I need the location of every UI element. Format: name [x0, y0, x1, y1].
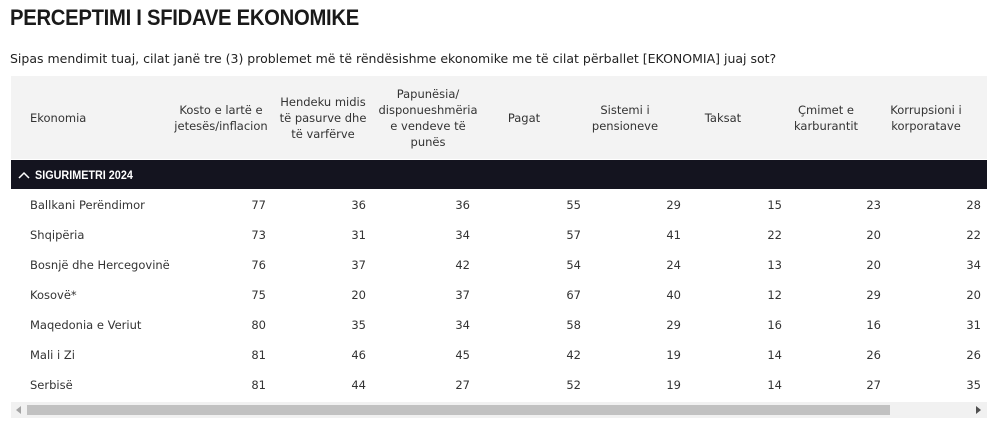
table-cell: 22 — [966, 228, 981, 242]
triangle-left-icon[interactable] — [11, 402, 27, 418]
table-cell: 14 — [767, 378, 782, 392]
column-header-pensioneve[interactable] — [580, 76, 670, 159]
table-cell: 34 — [455, 318, 470, 332]
table-cell: 77 — [251, 198, 266, 212]
table-cell: 24 — [666, 258, 681, 272]
table-row — [11, 190, 987, 220]
table-cell: 67 — [566, 288, 581, 302]
column-header-pagat[interactable] — [499, 76, 549, 159]
table-cell: 20 — [351, 288, 366, 302]
table-cell: 36 — [455, 198, 470, 212]
scrollbar-thumb[interactable] — [27, 405, 890, 415]
column-header-korrupsioni[interactable] — [881, 76, 971, 159]
table-cell: 81 — [251, 348, 266, 362]
column-header-label: Papunësia/ — [396, 86, 460, 101]
table-cell: 12 — [767, 288, 782, 302]
horizontal-scrollbar[interactable] — [11, 402, 987, 418]
table-body — [11, 190, 987, 400]
table-cell: 34 — [455, 228, 470, 242]
column-header-label: disponueshmëria — [378, 102, 478, 117]
table-row — [11, 340, 987, 370]
column-header-label: punës — [410, 134, 446, 149]
column-header-label: Korrupsioni i — [890, 102, 962, 117]
table-cell: 73 — [251, 228, 266, 242]
table-cell: 20 — [866, 258, 881, 272]
row-label: Mali i Zi — [30, 348, 75, 362]
table-cell: 35 — [966, 378, 981, 392]
group-label: SIGURIMETRI 2024 — [35, 167, 133, 182]
column-header-taksat[interactable] — [698, 76, 748, 159]
table-cell: 52 — [566, 378, 581, 392]
column-header-hendeku[interactable] — [273, 76, 373, 159]
table-cell: 16 — [767, 318, 782, 332]
page-title: PERCEPTIMI I SFIDAVE EKONOMIKE — [10, 5, 359, 30]
column-header-label: e vendeve të — [390, 118, 466, 133]
table-cell: 19 — [666, 348, 681, 362]
table-cell: 42 — [566, 348, 581, 362]
column-header-label: të pasurve dhe — [279, 110, 367, 125]
table-cell: 20 — [966, 288, 981, 302]
row-label: Maqedonia e Veriut — [30, 318, 142, 332]
table-cell: 75 — [251, 288, 266, 302]
table-cell: 55 — [566, 198, 581, 212]
table-cell: 14 — [767, 348, 782, 362]
table-cell: 28 — [966, 198, 981, 212]
table-cell: 15 — [767, 198, 782, 212]
column-header-label: Sistemi i — [600, 102, 650, 117]
column-header-label: jetesës/inflacion — [174, 118, 268, 133]
table-row — [11, 250, 987, 280]
row-label: Shqipëria — [30, 228, 85, 242]
column-header-label: Taksat — [704, 110, 742, 125]
triangle-right-icon[interactable] — [971, 402, 987, 418]
table-cell: 44 — [351, 378, 366, 392]
column-header-ekonomia[interactable] — [30, 76, 160, 159]
column-header-label: korporatave — [891, 118, 961, 133]
table-cell: 23 — [866, 198, 881, 212]
table-cell: 27 — [866, 378, 881, 392]
column-header-kosto[interactable] — [171, 76, 271, 159]
column-header-papunesia[interactable] — [372, 76, 484, 159]
group-row-toggle[interactable] — [11, 160, 987, 189]
table-row — [11, 280, 987, 310]
column-header-label: të varfërve — [291, 126, 355, 141]
table-cell: 22 — [767, 228, 782, 242]
row-label: Ballkani Perëndimor — [30, 198, 145, 212]
table-cell: 58 — [566, 318, 581, 332]
table-cell: 40 — [666, 288, 681, 302]
table-row — [11, 370, 987, 400]
table-cell: 29 — [666, 318, 681, 332]
column-header-label: karburantit — [793, 118, 859, 133]
chevron-up-icon[interactable] — [13, 160, 35, 189]
survey-question: Sipas mendimit tuaj, cilat janë tre (3) problemet më të rëndësishme ekonomike me të cilat përballet [EKONOMIA] juaj sot? — [10, 51, 777, 66]
table-cell: 19 — [666, 378, 681, 392]
table-row — [11, 310, 987, 340]
table-cell: 45 — [455, 348, 470, 362]
table-cell: 81 — [251, 378, 266, 392]
table-cell: 29 — [866, 288, 881, 302]
column-header-label: Pagat — [507, 110, 541, 125]
data-table — [11, 76, 987, 419]
table-cell: 31 — [966, 318, 981, 332]
table-cell: 42 — [455, 258, 470, 272]
table-cell: 37 — [351, 258, 366, 272]
table-cell: 35 — [351, 318, 366, 332]
table-cell: 27 — [455, 378, 470, 392]
table-cell: 54 — [566, 258, 581, 272]
column-header-label: Hendeku midis — [280, 94, 366, 109]
table-row — [11, 220, 987, 250]
table-cell: 29 — [666, 198, 681, 212]
table-cell: 34 — [966, 258, 981, 272]
row-label: Kosovë* — [30, 288, 77, 302]
column-header-label: Çmimet e — [798, 102, 854, 117]
table-cell: 31 — [351, 228, 366, 242]
column-header-label: pensioneve — [591, 118, 659, 133]
row-label: Serbisë — [30, 378, 73, 392]
table-cell: 37 — [455, 288, 470, 302]
column-header-karburantit[interactable] — [781, 76, 871, 159]
table-cell: 57 — [566, 228, 581, 242]
row-label: Bosnjë dhe Hercegovinë — [30, 258, 170, 272]
column-header-label: Ekonomia — [30, 110, 87, 125]
column-header-label: Kosto e lartë e — [179, 102, 263, 117]
table-cell: 13 — [767, 258, 782, 272]
table-cell: 26 — [866, 348, 881, 362]
table-cell: 41 — [666, 228, 681, 242]
table-cell: 16 — [866, 318, 881, 332]
table-cell: 26 — [966, 348, 981, 362]
table-header — [11, 76, 987, 159]
table-cell: 36 — [351, 198, 366, 212]
table-cell: 80 — [251, 318, 266, 332]
table-cell: 76 — [251, 258, 266, 272]
table-cell: 20 — [866, 228, 881, 242]
table-cell: 46 — [351, 348, 366, 362]
